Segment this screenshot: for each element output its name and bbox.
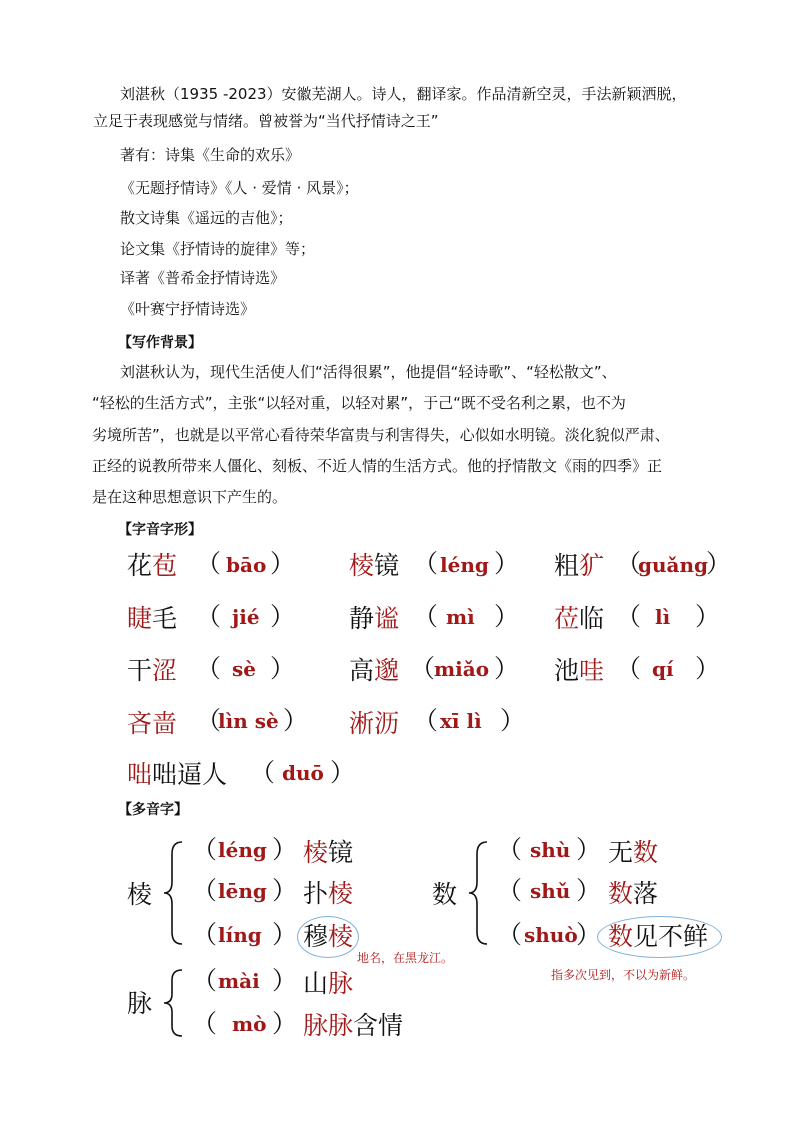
polyphone-word: 脉脉含情 [303,1011,404,1040]
word-lengjing: 棱镜 [349,551,400,580]
paren: ） [272,835,298,864]
paren: （ [192,966,218,995]
paren: （ [196,602,222,631]
paren: （ [616,654,642,683]
paren: ） [576,876,602,905]
paren: （ [192,920,218,949]
polyphone-word: 扑棱 [303,879,354,908]
pinyin: léng [440,553,489,577]
paren: ） [270,549,296,578]
pinyin: guǎng [638,553,709,577]
intro-line-1: 刘湛秋（1935 -2023）安徽芜湖人。诗人，翻译家。作品清新空灵，手法新颖洒脱， [120,85,687,103]
brace-icon [160,966,190,1040]
pinyin: mài [218,969,260,993]
background-line: 劣境所苦”，也就是以平常心看待荣华富贵与利害得失，心似如水明镜。淡化貌似严肃、 [92,426,670,444]
paren: （ [497,920,523,949]
paren: ） [283,706,309,735]
paren: （ [192,1009,218,1038]
paren: ） [270,602,296,631]
paren: （ [196,654,222,683]
paren: （ [413,602,439,631]
paren: （ [413,549,439,578]
pinyin: xī lì [440,709,482,733]
paren: ） [706,549,732,578]
paren: ） [272,876,298,905]
paren: ） [494,549,520,578]
paren: （ [410,654,436,683]
highlight-circle [297,916,359,958]
paren: （ [497,876,523,905]
paren: （ [616,549,642,578]
word-lilin: 莅临 [554,604,605,633]
pinyin: shǔ [530,879,571,903]
works-line: 著有：诗集《生命的欢乐》 [120,146,301,164]
word-huabao: 花苞 [127,551,178,580]
polyphone-word: 无数 [608,838,659,867]
word-duoduo: 咄咄逼人 [127,760,228,789]
paren: （ [250,758,276,787]
intro-line-2: 立足于表现感觉与情绪。曾被誉为“当代抒情诗之王” [93,112,439,130]
pinyin: jié [232,605,260,629]
word-chiqi: 池哇 [554,656,605,685]
pinyin: lēng [218,879,267,903]
paren: （ [196,549,222,578]
paren: ） [695,602,721,631]
background-heading: 【写作背景】 [118,335,202,351]
paren: （ [196,706,222,735]
pinyin: lì [655,605,671,629]
paren: （ [413,706,439,735]
pinyin: mò [232,1012,267,1036]
paren: ） [272,1009,298,1038]
polyphone-note: 地名，在黑龙江。 [357,951,454,965]
polyphone-heading: 【多音字】 [118,802,188,818]
paren: （ [192,876,218,905]
paren: （ [497,835,523,864]
polyphone-word: 穆棱 [303,922,354,951]
works-line: 散文诗集《遥远的吉他》； [120,209,293,227]
background-line: 刘湛秋认为，现代生活使人们“活得很累”，他提倡“轻诗歌”、“轻松散文”、 [120,363,617,381]
paren: ） [494,602,520,631]
pinyin: shuò [524,923,578,947]
polyphone-word: 山脉 [303,969,354,998]
polyphone-char-leng: 棱 [127,880,153,909]
highlight-circle [597,916,722,958]
word-xili: 淅沥 [349,709,400,738]
brace-icon [465,838,495,948]
paren: ） [270,654,296,683]
works-line: 《叶赛宁抒情诗选》 [120,300,256,318]
paren: ） [494,654,520,683]
paren: ） [576,920,602,949]
word-cuguang: 粗犷 [554,551,605,580]
word-linse: 吝啬 [127,709,178,738]
polyphone-char-mai: 脉 [127,989,153,1018]
pinyin: líng [218,923,262,947]
pinyin: shù [530,838,571,862]
paren: ） [330,758,356,787]
pinyin: miǎo [434,657,490,681]
pinyin: duō [282,761,324,785]
paren: （ [192,835,218,864]
background-line: 正经的说教所带来人僵化、刻板、不近人情的生活方式。他的抒情散文《雨的四季》正 [92,457,663,475]
polyphone-word: 数见不鲜 [608,922,709,951]
word-gan-se: 干涩 [127,656,178,685]
works-line: 译著《普希金抒情诗选》 [120,269,286,287]
brace-icon [160,838,190,948]
paren: ） [500,706,526,735]
polyphone-word: 数落 [608,879,659,908]
word-jiemao: 睫毛 [127,604,178,633]
background-line: 是在这种思想意识下产生的。 [92,488,288,506]
polyphone-word: 棱镜 [303,838,354,867]
polyphone-note: 指多次见到，不以为新鲜。 [551,968,696,982]
polyphone-char-shu: 数 [432,880,458,909]
pinyin: qí [652,657,674,681]
pinyin: mì [446,605,475,629]
pinyin: sè [232,657,256,681]
background-line: “轻松的生活方式”，主张“以轻对重，以轻对累”，于己“既不受名利之累，也不为 [92,394,626,412]
pinyin: bāo [226,553,267,577]
pinyin: lìn sè [218,709,279,733]
paren: ） [272,966,298,995]
word-gaomiao: 高邈 [349,656,400,685]
works-line: 论文集《抒情诗的旋律》等； [120,240,316,258]
paren: ） [576,835,602,864]
pinyin: léng [218,838,267,862]
word-jingmi: 静谧 [349,604,400,633]
paren: ） [272,920,298,949]
paren: （ [616,602,642,631]
pronunciation-heading: 【字音字形】 [118,522,202,538]
works-line: 《无题抒情诗》《人 · 爱情 · 风景》； [120,179,359,197]
paren: ） [695,654,721,683]
